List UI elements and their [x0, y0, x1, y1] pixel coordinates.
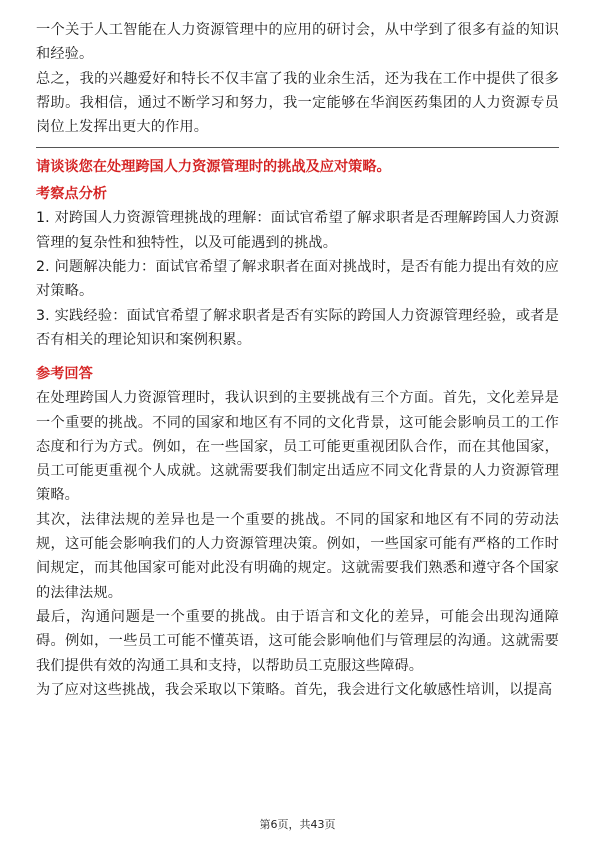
- analysis-item: 1. 对跨国人力资源管理挑战的理解：面试官希望了解求职者是否理解跨国人力资源管理的复杂性和独特性，以及可能遇到的挑战。: [36, 210, 559, 251]
- question-title: 请谈谈您在处理跨国人力资源管理时的挑战及应对策略。: [36, 159, 391, 176]
- intro-paragraph: 一个关于人工智能在人力资源管理中的应用的研讨会，从中学到了很多有益的知识和经验。: [36, 22, 559, 63]
- answer-heading: 参考回答: [36, 366, 93, 383]
- answer-paragraph: 为了应对这些挑战，我会采取以下策略。首先，我会进行文化敏感性培训，以提高: [36, 681, 553, 698]
- answer-paragraph: 其次，法律法规的差异也是一个重要的挑战。不同的国家和地区有不同的劳动法规，这可能会影响我们的人力资源管理决策。例如，一些国家可能有严格的工作时间规定，而其他国家可能对此没有明确的规定。这就需要我们熟悉和遵守各个国家的法律法规。: [36, 511, 559, 601]
- analysis-item: 3. 实践经验：面试官希望了解求职者是否有实际的跨国人力资源管理经验，或者是否有相关的理论知识和案例积累。: [36, 307, 559, 348]
- page-number: 第6页，共43页: [259, 818, 336, 831]
- section-divider: [36, 147, 559, 148]
- intro-paragraph: 总之，我的兴趣爱好和特长不仅丰富了我的业余生活，还为我在工作中提供了很多帮助。我相信，通过不断学习和努力，我一定能够在华润医药集团的人力资源专员岗位上发挥出更大的作用。: [36, 70, 559, 136]
- analysis-item: 2. 问题解决能力：面试官希望了解求职者在面对挑战时，是否有能力提出有效的应对策略。: [36, 259, 559, 300]
- answer-paragraph: 在处理跨国人力资源管理时，我认识到的主要挑战有三个方面。首先，文化差异是一个重要的挑战。不同的国家和地区有不同的文化背景，这可能会影响员工的工作态度和行为方式。例如，在一些国家，员工可能更重视团队合作，而在其他国家，员工可能更重视个人成就。这就需要我们制定出适应不同文化背景的人力资源管理策略。: [36, 390, 559, 504]
- answer-paragraph: 最后，沟通问题是一个重要的挑战。由于语言和文化的差异，可能会出现沟通障碍。例如，一些员工可能不懂英语，这可能会影响他们与管理层的沟通。这就需要我们提供有效的沟通工具和支持，以帮助员工克服这些障碍。: [36, 608, 559, 674]
- document-page: [36, 18, 559, 702]
- section-spacer: [36, 352, 559, 360]
- analysis-heading: 考察点分析: [36, 186, 107, 203]
